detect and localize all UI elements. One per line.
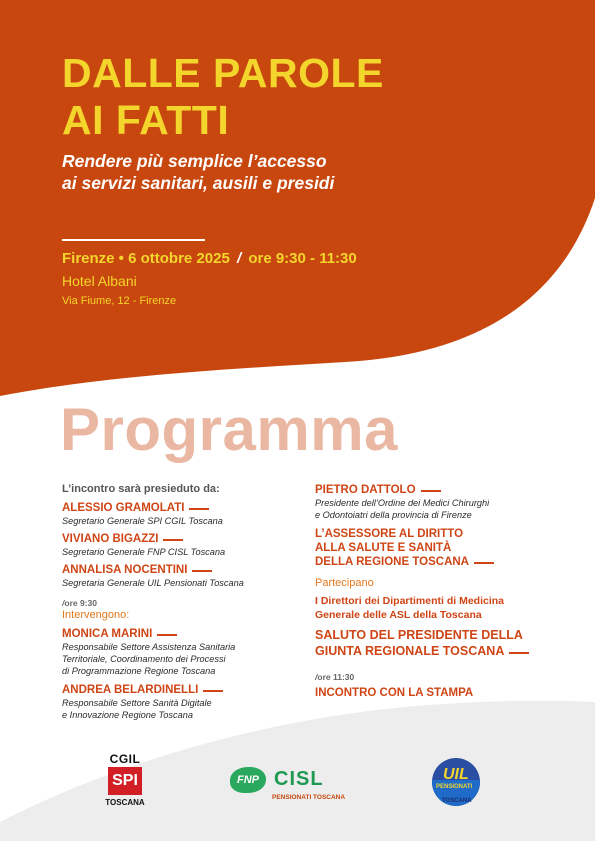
event-address: Via Fiume, 12 - Firenze bbox=[62, 295, 177, 307]
speaker-name: MONICA MARINI bbox=[62, 627, 302, 641]
speaker-role-line: Responsabile Settore Assistenza Sanitaria bbox=[62, 642, 236, 652]
time-marker: /ore 11:30 bbox=[315, 672, 355, 682]
name-dash bbox=[421, 490, 441, 492]
speaker-role-line: e Odontoiatri della provincia di Firenze bbox=[315, 510, 472, 520]
fnp-cisl-logo bbox=[230, 767, 345, 807]
cisl-logo-text: CISL bbox=[274, 768, 324, 790]
uil-logo-text: UIL bbox=[443, 766, 469, 783]
uil-logo-sub2: TOSCANA bbox=[442, 798, 472, 804]
saluto-block bbox=[315, 627, 575, 659]
event-title bbox=[62, 50, 384, 144]
chair-item bbox=[62, 532, 302, 558]
name-dash bbox=[203, 690, 223, 692]
speaker-item bbox=[62, 627, 302, 677]
speaker-role-line: e Innovazione Regione Toscana bbox=[62, 710, 193, 720]
speaker-item bbox=[315, 483, 575, 521]
chair-role: Segretario Generale FNP CISL Toscana bbox=[62, 547, 226, 557]
chair-name: ALESSIO GRAMOLATI bbox=[62, 501, 302, 515]
cgil-spi-logo bbox=[103, 752, 147, 822]
spi-logo-box: SPI bbox=[108, 767, 142, 795]
assessore-line: DELLA REGIONE TOSCANA bbox=[315, 555, 575, 569]
cisl-logo-subtitle: PENSIONATI TOSCANA bbox=[272, 794, 346, 801]
cgil-logo-text: CGIL bbox=[109, 752, 141, 766]
assessore-line: ALLA SALUTE E SANITÀ bbox=[315, 542, 452, 554]
chair-item bbox=[62, 563, 302, 589]
chair-name: VIVIANO BIGAZZI bbox=[62, 532, 302, 546]
divider-line bbox=[62, 239, 205, 241]
cgil-logo-region: TOSCANA bbox=[105, 798, 145, 807]
saluto-line: SALUTO DEL PRESIDENTE DELLA bbox=[315, 628, 523, 642]
chair-name: ANNALISA NOCENTINI bbox=[62, 563, 302, 577]
name-dash bbox=[474, 562, 494, 564]
uil-pensionati-logo bbox=[428, 758, 486, 810]
subtitle-line-2: ai servizi sanitari, ausili e presidi bbox=[62, 173, 335, 193]
time-marker: /ore 9:30 bbox=[62, 598, 97, 608]
program-right-column bbox=[315, 483, 575, 700]
event-date: Firenze • 6 ottobre 2025 bbox=[62, 250, 230, 267]
event-subtitle bbox=[62, 150, 334, 194]
partecipano-label: Partecipano bbox=[315, 577, 374, 589]
chair-role: Segretaria Generale UIL Pensionati Toscana bbox=[62, 578, 244, 588]
date-time-line bbox=[62, 250, 357, 267]
partecipano-line: Generale delle ASL della Toscana bbox=[315, 609, 482, 621]
assessore-line: L’ASSESSORE AL DIRITTO bbox=[315, 528, 464, 540]
event-time: ore 9:30 - 11:30 bbox=[248, 250, 357, 267]
speaker-role-line: Territoriale, Coordinamento dei Processi bbox=[62, 654, 226, 664]
slash-separator: / bbox=[236, 250, 242, 267]
speaker-item bbox=[62, 683, 302, 721]
partecipano-line: I Direttori dei Dipartimenti di Medicina bbox=[315, 595, 505, 607]
subtitle-line-1: Rendere più semplice l’accesso bbox=[62, 151, 327, 171]
chair-intro: L’incontro sarà presieduto da: bbox=[62, 483, 220, 495]
speaker-role-line: Presidente dell’Ordine dei Medici Chirurghi bbox=[315, 498, 490, 508]
name-dash bbox=[192, 570, 212, 572]
assessore-block bbox=[315, 527, 575, 569]
chair-role: Segretario Generale SPI CGIL Toscana bbox=[62, 516, 223, 526]
speaker-role-line: Responsabile Settore Sanità Digitale bbox=[62, 698, 212, 708]
name-dash bbox=[157, 634, 177, 636]
speaker-name: ANDREA BELARDINELLI bbox=[62, 683, 302, 697]
speaker-role-line: di Programmazione Regione Toscana bbox=[62, 666, 216, 676]
uil-logo-sub1: PENSIONATI bbox=[436, 784, 473, 790]
closing-item: INCONTRO CON LA STAMPA bbox=[315, 687, 474, 699]
name-dash bbox=[509, 652, 529, 654]
title-line-2: AI FATTI bbox=[62, 97, 230, 143]
partecipano-block bbox=[315, 594, 575, 622]
title-line-1: DALLE PAROLE bbox=[62, 50, 384, 96]
fnp-badge: FNP bbox=[230, 767, 266, 793]
programma-heading: Programma bbox=[60, 396, 398, 463]
program-left-column bbox=[62, 483, 302, 721]
name-dash bbox=[189, 508, 209, 510]
event-venue: Hotel Albani bbox=[62, 273, 137, 289]
speakers-label: Intervengono: bbox=[62, 609, 130, 621]
speaker-name: PIETRO DATTOLO bbox=[315, 483, 575, 497]
chair-item bbox=[62, 501, 302, 527]
saluto-line: GIUNTA REGIONALE TOSCANA bbox=[315, 643, 575, 659]
name-dash bbox=[163, 539, 183, 541]
